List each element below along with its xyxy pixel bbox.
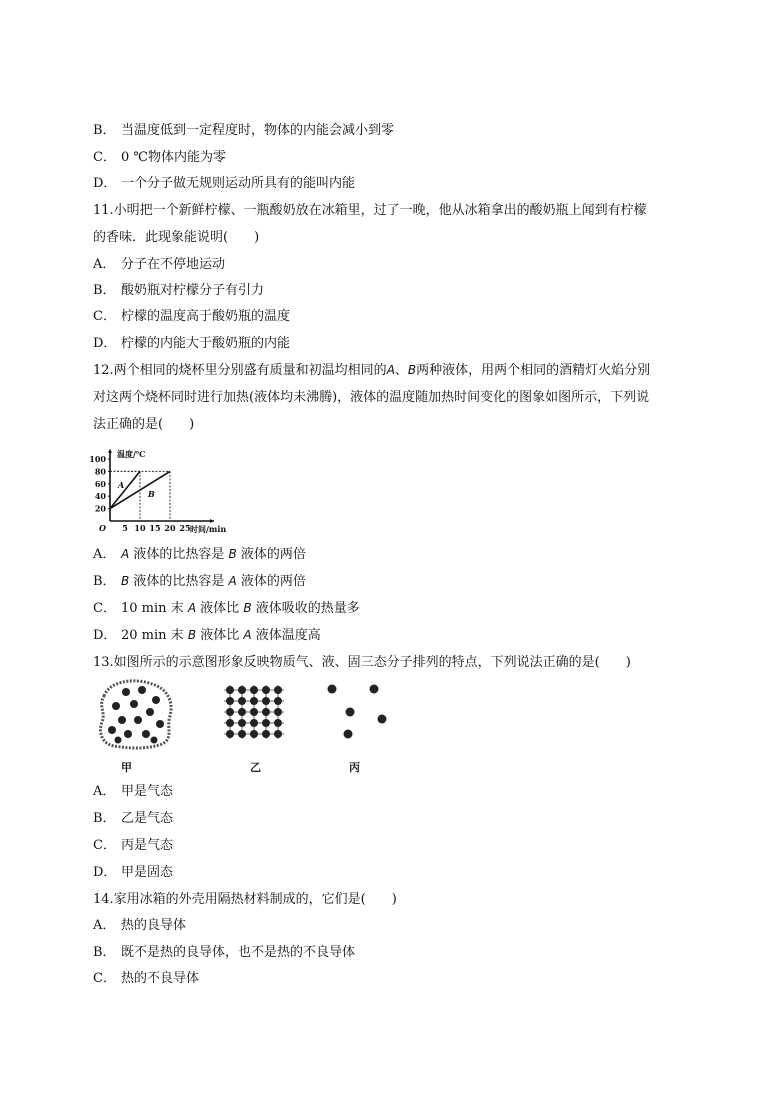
option-label: D． xyxy=(93,336,117,351)
option-text: 10 min 末 xyxy=(121,601,184,616)
option-label: D． xyxy=(93,865,117,880)
x-axis-label: 时间/min xyxy=(190,524,227,534)
x-tick-label: 10 xyxy=(134,523,146,533)
option-text: 一个分子做无规则运动所具有的能叫内能 xyxy=(121,176,356,191)
q12-option-a xyxy=(93,543,306,562)
q13-stem: 13.如图所示的示意图形象反映物质气、液、固三态分子排列的特点，下列说法正确的是( ) xyxy=(93,655,631,670)
q12-option-d xyxy=(93,624,321,643)
variable: A xyxy=(187,601,197,615)
option-text: 柠檬的温度高于酸奶瓶的温度 xyxy=(121,309,291,324)
option-text: 液体的两倍 xyxy=(240,574,306,589)
q11-option-d xyxy=(93,332,290,351)
stem-text: 、 xyxy=(394,363,408,378)
variable: B xyxy=(187,628,197,642)
option-text: 分子在不停地运动 xyxy=(121,257,226,272)
option-label: B． xyxy=(93,574,116,589)
option-text: 甲是固态 xyxy=(121,865,174,880)
option-text: 既不是热的良导体，也不是热的不良导体 xyxy=(121,945,356,960)
x-tick-label: 5 xyxy=(122,523,128,533)
option-label: D． xyxy=(93,176,117,191)
option-label: C． xyxy=(93,309,116,324)
q12-option-b xyxy=(93,570,306,589)
figure-label-jia: 甲 xyxy=(121,761,132,774)
variable-b: B xyxy=(407,363,417,377)
option-text: 乙是气态 xyxy=(121,811,174,826)
gas-molecules xyxy=(328,685,387,739)
option-text: 液体比 xyxy=(200,601,240,616)
option-text: 0 ℃物体内能为零 xyxy=(121,150,226,165)
q13-option-c xyxy=(93,834,173,853)
series-label-A: A xyxy=(118,480,125,490)
q14-stem: 14.家用冰箱的外壳用隔热材料制成的，它们是( ) xyxy=(93,892,397,907)
x-tick-label: 15 xyxy=(149,523,161,533)
option-text: 当温度低到一定程度时，物体的内能会减小到零 xyxy=(121,123,395,138)
q13-option-a xyxy=(93,780,173,799)
option-label: A． xyxy=(93,257,116,272)
liquid-molecules xyxy=(108,686,164,744)
y-tick-label: 60 xyxy=(94,478,106,489)
option-text: 液体的两倍 xyxy=(240,547,306,562)
option-label: C． xyxy=(93,150,116,165)
option-text: 液体的比热容是 xyxy=(133,547,225,562)
y-axis-label: 温度/℃ xyxy=(117,448,146,459)
option-text: 甲是气态 xyxy=(121,784,174,799)
y-axis-arrow xyxy=(108,449,112,453)
variable: A xyxy=(243,628,252,642)
q11-option-c xyxy=(93,305,290,324)
option-label: C． xyxy=(93,838,116,853)
option-text: 热的良导体 xyxy=(121,918,187,933)
q11-stem-line1: 11.小明把一个新鲜柠檬、一瓶酸奶放在冰箱里，过了一晚，他从冰箱拿出的酸奶瓶上闻到有柠檬 xyxy=(93,203,647,218)
temperature-time-chart xyxy=(88,437,248,537)
option-label: C． xyxy=(93,971,116,986)
option-label: A． xyxy=(93,547,116,562)
q10-option-b xyxy=(93,119,394,138)
gas-molecules-figure xyxy=(320,680,392,742)
q10-option-c xyxy=(93,146,226,165)
option-text: 柠檬的内能大于酸奶瓶的内能 xyxy=(121,336,291,351)
q11-option-a xyxy=(93,253,225,272)
option-text: 热的不良导体 xyxy=(121,971,200,986)
option-text: 液体的比热容是 xyxy=(133,574,225,589)
stem-text: 12.两个相同的烧杯里分别盛有质量和初温均相同的 xyxy=(93,363,387,378)
y-tick-label: 80 xyxy=(94,466,106,477)
q14-option-a xyxy=(93,914,186,933)
series-label-B: B xyxy=(148,489,155,499)
q12-stem-line3: 法正确的是( ) xyxy=(93,417,195,432)
variable-a: A xyxy=(386,363,395,377)
q12-option-c xyxy=(93,597,360,616)
figure-label-yi: 乙 xyxy=(250,761,261,774)
solid-molecules-figure xyxy=(222,684,286,740)
origin-label: O xyxy=(99,523,106,533)
option-label: B． xyxy=(93,945,116,960)
x-tick-label: 20 xyxy=(164,523,176,533)
option-label: C． xyxy=(93,601,116,616)
q12-stem-line1 xyxy=(93,359,650,378)
q13-option-d xyxy=(93,861,173,880)
option-label: B． xyxy=(93,283,116,298)
series-line-A xyxy=(110,471,140,508)
figure-label-bing: 丙 xyxy=(349,761,360,774)
q14-option-b xyxy=(93,941,355,960)
y-tick-label: 40 xyxy=(94,491,106,502)
y-tick-label: 100 xyxy=(89,454,106,464)
option-label: A． xyxy=(93,918,116,933)
q14-option-c xyxy=(93,967,199,986)
q10-option-d xyxy=(93,172,355,191)
stem-text: 两种液体，用两个相同的酒精灯火焰分别 xyxy=(416,363,651,378)
variable: A xyxy=(121,547,130,561)
q13-option-b xyxy=(93,807,173,826)
liquid-molecules-figure xyxy=(96,676,176,750)
q11-stem-line2: 的香味．此现象能说明( ) xyxy=(93,230,260,245)
liquid-blob-outline xyxy=(101,681,172,748)
variable: B xyxy=(243,601,252,615)
variable: A xyxy=(228,574,237,588)
option-label: D． xyxy=(93,628,117,643)
variable: B xyxy=(228,547,237,561)
x-axis-arrow xyxy=(210,519,214,523)
option-text: 酸奶瓶对柠檬分子有引力 xyxy=(121,283,265,298)
q11-option-b xyxy=(93,279,264,298)
x-tick-label: 25 xyxy=(179,523,191,533)
option-text: 20 min 末 xyxy=(121,628,184,643)
option-text: 液体温度高 xyxy=(255,628,321,643)
option-label: A． xyxy=(93,784,116,799)
option-label: B． xyxy=(93,811,116,826)
option-text: 丙是气态 xyxy=(121,838,174,853)
option-text: 液体吸收的热量多 xyxy=(255,601,360,616)
variable: B xyxy=(121,574,130,588)
option-label: B． xyxy=(93,123,116,138)
y-tick-label: 20 xyxy=(94,503,106,514)
option-text: 液体比 xyxy=(200,628,240,643)
q12-stem-line2: 对这两个烧杯同时进行加热(液体均未沸腾)，液体的温度随加热时间变化的图象如图所示，下列说 xyxy=(93,390,650,405)
